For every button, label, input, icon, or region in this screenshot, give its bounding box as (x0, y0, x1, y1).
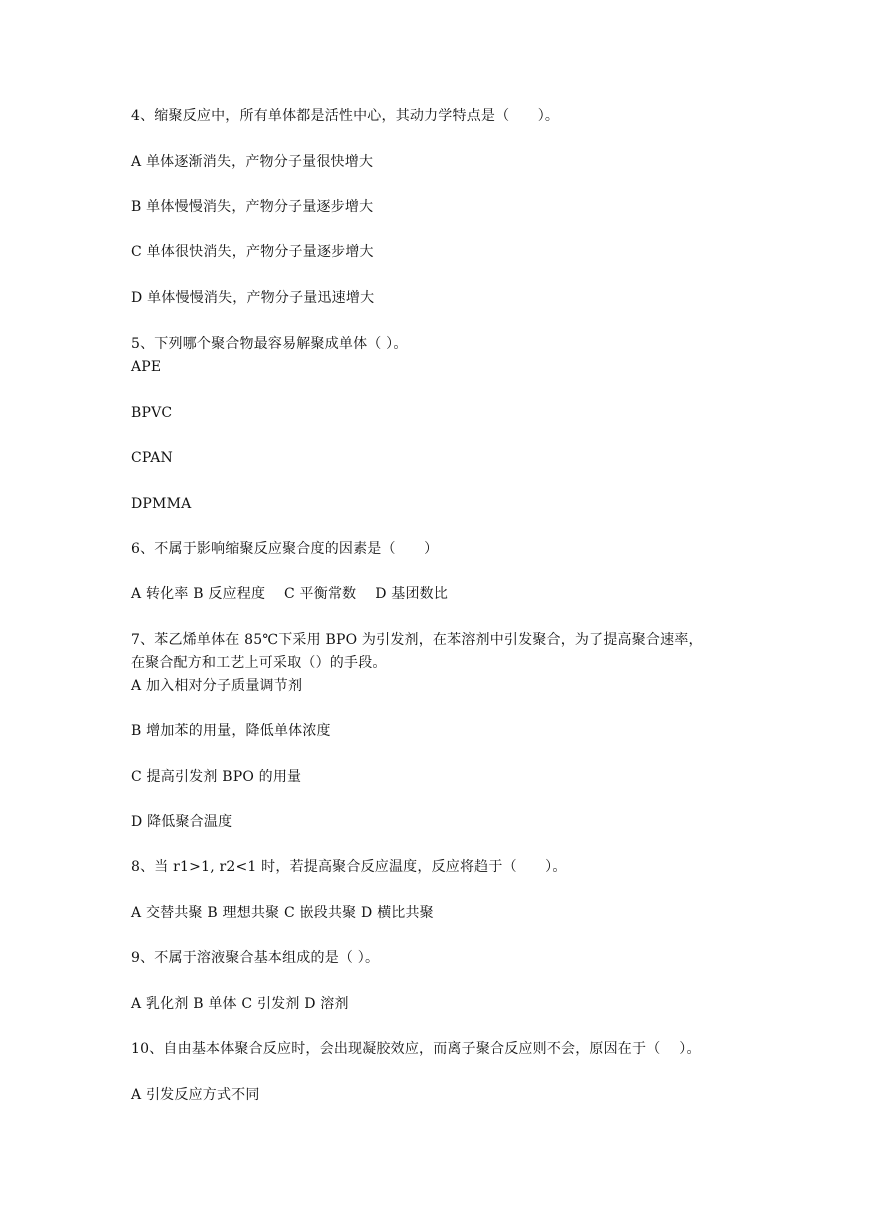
question-6-options: A 转化率 B 反应程度 C 平衡常数 D 基团数比 (131, 586, 449, 602)
question-4-option-c: C 单体很快消失，产物分子量逐步增大 (131, 244, 374, 260)
question-9-options: A 乳化剂 B 单体 C 引发剂 D 溶剂 (131, 996, 349, 1012)
question-7-option-a: A 加入相对分子质量调节剂 (131, 678, 303, 694)
question-7-stem-line-1: 7、苯乙烯单体在 85℃下采用 BPO 为引发剂，在苯溶剂中引发聚合，为了提高聚合速率， (131, 632, 703, 648)
question-4-option-b: B 单体慢慢消失，产物分子量逐步增大 (131, 199, 374, 215)
question-7-option-b: B 增加苯的用量，降低单体浓度 (131, 723, 331, 739)
question-7-stem-line-2: 在聚合配方和工艺上可采取（）的手段。 (131, 655, 387, 671)
question-4-option-d: D 单体慢慢消失，产物分子量迅速增大 (131, 290, 375, 306)
question-7-option-c: C 提高引发剂 BPO 的用量 (131, 769, 302, 785)
question-6-stem: 6、不属于影响缩聚反应聚合度的因素是（ ） (131, 541, 439, 557)
question-8-stem: 8、当 r1>1, r2<1 时，若提高聚合反应温度，反应将趋于（ ）。 (131, 859, 567, 875)
question-10-option-a: A 引发反应方式不同 (131, 1087, 260, 1103)
question-5-option-d: DPMMA (131, 496, 192, 512)
question-10-stem: 10、自由基本体聚合反应时，会出现凝胶效应，而离子聚合反应则不会，原因在于（ ）。 (131, 1041, 701, 1057)
question-7-option-d: D 降低聚合温度 (131, 814, 233, 830)
question-4-stem: 4、缩聚反应中，所有单体都是活性中心，其动力学特点是（ ）。 (131, 108, 560, 124)
question-5-stem: 5、下列哪个聚合物最容易解聚成单体（ ）。 (131, 336, 408, 352)
question-8-options: A 交替共聚 B 理想共聚 C 嵌段共聚 D 横比共聚 (131, 905, 434, 921)
question-5-option-b: BPVC (131, 405, 173, 421)
question-5-option-a: APE (131, 359, 162, 375)
question-9-stem: 9、不属于溶液聚合基本组成的是（ ）。 (131, 950, 380, 966)
question-4-option-a: A 单体逐渐消失，产物分子量很快增大 (131, 154, 374, 170)
question-5-option-c: CPAN (131, 450, 174, 466)
